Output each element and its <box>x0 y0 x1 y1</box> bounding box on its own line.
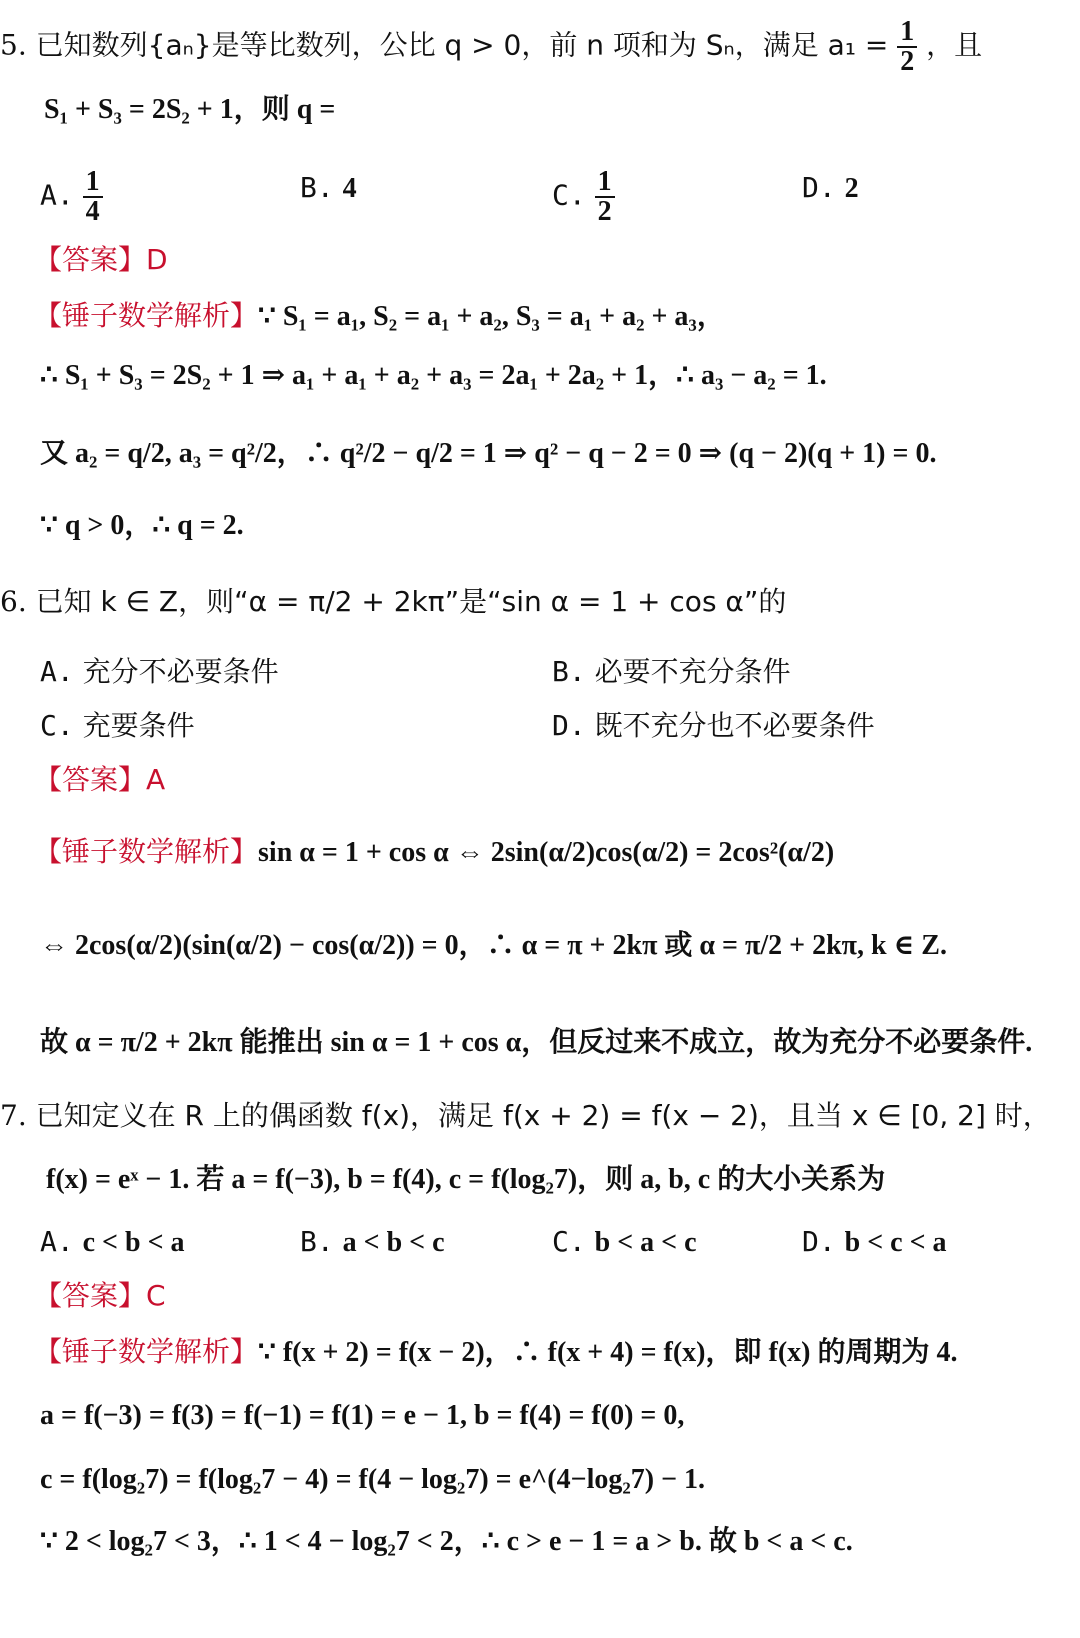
q6-option-a: A. 充分不必要条件 <box>40 655 279 688</box>
q5-stem-fraction: $\frac{1}{2}$ <box>897 18 917 76</box>
q5-stem-tail: ，且 <box>926 28 983 62</box>
q7-option-a: A. c < b < a <box>40 1225 185 1258</box>
q5-stem-line1 <box>0 18 982 76</box>
q5-number: 5. <box>0 28 27 62</box>
q6-number: 6. <box>0 585 27 618</box>
q7-analysis-line4: ∵ 2 < log₂7 < 3，∴ 1 < 4 − log₂7 < 2，∴ c > e − 1 = a > b. 故 b < a < c. <box>40 1526 853 1557</box>
q5-analysis-line2: ∴ S₁ + S₃ = 2S₂ + 1 ⇒ a₁ + a₁ + a₂ + a₃ = 2a₁ + 2a₂ + 1，∴ a₃ − a₂ = 1. <box>40 360 827 391</box>
q7-analysis-line1: 【锤子数学解析】∵ f(x + 2) = f(x − 2)，∴ f(x + 4) = f(x)，即 f(x) 的周期为 4. <box>34 1335 958 1368</box>
q5-analysis-line1: 【锤子数学解析】∵ S₁ = a₁, S₂ = a₁ + a₂, S₃ = a₁ + a₂ + a₃， <box>34 299 725 332</box>
q5-option-c-fraction: $\frac{1}{2}$ <box>595 168 615 226</box>
q5-analysis-line4: ∵ q > 0，∴ q = 2. <box>40 510 244 541</box>
q5-stem-text: 已知数列{aₙ}是等比数列，公比 q > 0，前 n 项和为 Sₙ，满足 a₁ = <box>35 28 889 62</box>
q6-option-c: C. 充要条件 <box>40 709 195 742</box>
q7-stem-line1 <box>0 1096 1051 1136</box>
q7-number: 7. <box>0 1099 27 1132</box>
q6-analysis-label: 【锤子数学解析】 <box>34 835 259 868</box>
q7-analysis-line3: c = f(log₂7) = f(log₂7 − 4) = f(4 − log₂7) = e^(4−log₂7) − 1. <box>40 1464 706 1495</box>
q5-answer: 【答案】D <box>34 243 168 276</box>
q6-stem-line1 <box>0 582 786 622</box>
q7-analysis-line2: a = f(−3) = f(3) = f(−1) = f(1) = e − 1, b = f(4) = f(0) = 0, <box>40 1400 685 1431</box>
q6-option-d: D. 既不充分也不必要条件 <box>552 709 875 742</box>
q5-option-c: C. $\frac{1}{2}$ <box>552 168 615 226</box>
q6-stem-text: 已知 k ∈ Z，则“α = π/2 + 2kπ”是“sin α = 1 + cos α”的 <box>35 585 787 618</box>
q7-stem-line2: f(x) = eˣ − 1. 若 a = f(−3), b = f(4), c = f(log₂7)，则 a, b, c 的大小关系为 <box>46 1164 886 1195</box>
q6-analysis-line1: 【锤子数学解析】sin α = 1 + cos α ⇔ 2sin(α/2)cos(α/2) = 2cos²(α/2) <box>34 835 835 868</box>
q6-answer: 【答案】A <box>34 763 166 796</box>
q7-option-b: B. a < b < c <box>300 1225 445 1258</box>
q5-analysis-line3: 又 a₂ = q/2, a₃ = q²/2，∴ q²/2 − q/2 = 1 ⇒ q² − q − 2 = 0 ⇒ (q − 2)(q + 1) = 0. <box>40 438 937 469</box>
q7-option-c: C. b < a < c <box>552 1225 697 1258</box>
q6-analysis-line3: 故 α = π/2 + 2kπ 能推出 sin α = 1 + cos α，但反过来不成立，故为充分不必要条件. <box>40 1027 1033 1058</box>
q5-option-d: D. 2 <box>802 171 859 204</box>
q7-stem-text: 已知定义在 R 上的偶函数 f(x)，满足 f(x + 2) = f(x − 2)，且当 x ∈ [0, 2] 时， <box>35 1099 1051 1132</box>
q7-option-d: D. b < c < a <box>802 1225 947 1258</box>
q6-option-b: B. 必要不充分条件 <box>552 655 791 688</box>
q5-option-a: A. $\frac{1}{4}$ <box>40 168 103 226</box>
q7-analysis-label: 【锤子数学解析】 <box>34 1335 259 1368</box>
q5-analysis-label: 【锤子数学解析】 <box>34 299 259 332</box>
q7-answer: 【答案】C <box>34 1279 166 1312</box>
q5-stem-line2: S₁ + S₃ = 2S₂ + 1，则 q = <box>44 94 336 125</box>
q5-option-b: B. 4 <box>300 171 357 204</box>
q6-analysis-line2: ⇔ 2cos(α/2)(sin(α/2) − cos(α/2)) = 0，∴ α = π + 2kπ 或 α = π/2 + 2kπ, k ∈ Z. <box>40 930 947 961</box>
q5-option-a-fraction: $\frac{1}{4}$ <box>83 168 103 226</box>
